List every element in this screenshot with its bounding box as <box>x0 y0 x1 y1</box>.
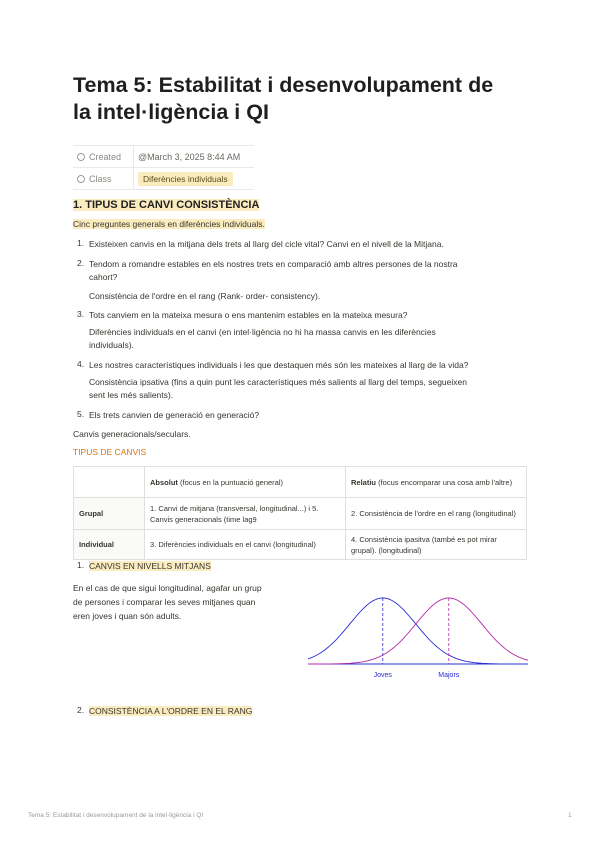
item-3-note-cont: individuals). <box>89 340 134 350</box>
header-absolut: Absolut (focus en la puntuació general) <box>145 467 346 498</box>
item-3-note: Diferències individuals en el canvi (en intel·ligència no hi ha massa canvis en les diferències <box>89 327 436 337</box>
item-4-note: Consistència ipsativa (fins a quin punt les característiques més salients al llarg del temps, segueixen <box>89 377 467 387</box>
subsection-1-number: 1. <box>77 560 85 570</box>
item-2-text: Tendom a romandre estables en els nostres trets en comparació amb altres persones de la nostra <box>89 259 458 269</box>
change-types-table <box>73 466 527 560</box>
item-3-number: 3. <box>77 309 85 319</box>
table-row <box>74 498 527 530</box>
item-5-number: 5. <box>77 409 85 419</box>
properties-table <box>73 145 254 190</box>
select-icon <box>77 175 85 183</box>
cell-individual-relatiu: 4. Consistència ipasitva (també es pot mirar grupal). (longitudinal) <box>346 530 527 560</box>
section-heading: 1. TIPUS DE CANVI CONSISTÈNCIA <box>73 199 260 211</box>
item-2-note: Consistència de l'ordre en el rang (Rank- order- consistency). <box>89 291 321 301</box>
section-intro: Cinc preguntes generals en diferències individuals. <box>73 219 265 229</box>
created-label: Created <box>89 151 122 162</box>
created-value: @March 3, 2025 8:44 AM <box>134 146 255 168</box>
property-class <box>73 168 254 190</box>
title-line-1: Tema 5: Estabilitat i desenvolupament de <box>73 73 494 97</box>
class-value <box>134 168 255 190</box>
class-tag[interactable]: Diferències individuals <box>138 172 233 186</box>
item-1-number: 1. <box>77 238 85 248</box>
item-1-text: Existeixen canvis en la mitjana dels trets al llarg del cicle vital? Canvi en el nivell de la Mitjana. <box>89 239 444 249</box>
class-key <box>73 168 134 190</box>
page-footer: Tema 5: Estabilitat i desenvolupament de la intel·ligència i QI <box>28 812 204 819</box>
property-created <box>73 146 254 168</box>
created-key <box>73 146 134 168</box>
page-number: 1 <box>568 812 572 819</box>
title-line-2: la intel·ligència i QI <box>73 100 269 124</box>
table-corner <box>74 467 145 498</box>
cell-individual-absolut: 3. Diferències individuals en el canvi (longitudinal) <box>145 530 346 560</box>
cell-grupal-relatiu: 2. Consistència de l'ordre en el rang (longitudinal) <box>346 498 527 530</box>
subsection-2-heading: CONSISTÈNCIA A L'ORDRE EN EL RANG <box>89 706 253 716</box>
table-header-row <box>74 467 527 498</box>
subsection-1-text-2: de persones i comparar les seves mitjanes quan <box>73 597 256 607</box>
item-2-text-cont: cahort? <box>89 272 118 282</box>
mean-change-chart <box>306 588 530 684</box>
clock-icon <box>77 153 85 161</box>
x-label-majors: Majors <box>438 672 460 679</box>
closing-text: Canvis generacionals/seculars. <box>73 429 191 439</box>
table-row <box>74 530 527 560</box>
subsection-2-number: 2. <box>77 705 85 715</box>
item-5-text: Els trets canvien de generació en generació? <box>89 410 260 420</box>
subsection-1-text-1: En el cas de que sigui longitudinal, agafar un grup <box>73 583 262 593</box>
item-4-note-cont: sent les més salients). <box>89 390 174 400</box>
subsection-1-heading: CANVIS EN NIVELLS MITJANS <box>89 561 211 571</box>
row-header-grupal: Grupal <box>74 498 145 530</box>
x-label-joves: Joves <box>373 672 392 679</box>
item-4-number: 4. <box>77 359 85 369</box>
cell-grupal-absolut: 1. Canvi de mitjana (transversal, longitudinal...) i 5. Canvis generacionals (time lag9 <box>145 498 346 530</box>
item-4-text: Les nostres característiques individuals i les que destaquen més són les mateixes al llarg de la vida? <box>89 360 469 370</box>
item-2-number: 2. <box>77 258 85 268</box>
row-header-individual: Individual <box>74 530 145 560</box>
header-relatiu: Relatiu (focus encomparar una cosa amb l'altre) <box>346 467 527 498</box>
types-label: TIPUS DE CANVIS <box>73 447 147 457</box>
class-label: Class <box>89 173 112 184</box>
item-3-text: Tots canviem en la mateixa mesura o ens mantenim estables en la mateixa mesura? <box>89 310 408 320</box>
subsection-1-text-3: eren joves i quan són adults. <box>73 611 182 621</box>
page-title <box>73 72 543 126</box>
